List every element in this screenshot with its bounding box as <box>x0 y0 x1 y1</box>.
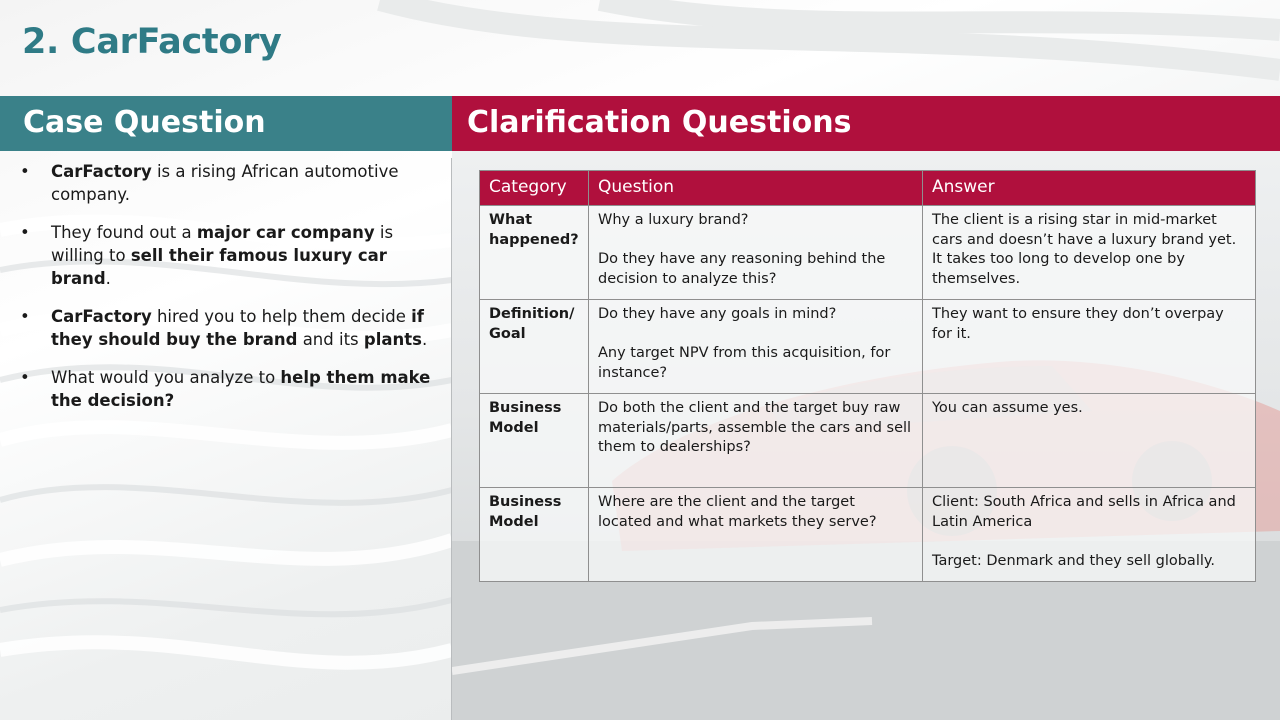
answer-cell: They want to ensure they don’t overpay for it. <box>923 300 1256 394</box>
answer-cell: Client: South Africa and sells in Africa and Latin America Target: Denmark and they sell globally. <box>923 488 1256 582</box>
clarification-questions-header: Clarification Questions <box>452 96 1280 151</box>
answer-cell: You can assume yes. <box>923 394 1256 488</box>
case-bullet-list <box>20 160 440 427</box>
bullet-item: • They found out a major car company is willing to sell their famous luxury car brand. <box>20 221 440 290</box>
answer-cell: The client is a rising star in mid-market cars and doesn’t have a luxury brand yet. It takes too long to develop one by themselves. <box>923 206 1256 300</box>
table-row <box>480 394 1256 488</box>
category-cell: Business Model <box>480 488 589 582</box>
category-cell: Business Model <box>480 394 589 488</box>
table-row <box>480 206 1256 300</box>
question-cell: Do they have any goals in mind? Any target NPV from this acquisition, for instance? <box>589 300 923 394</box>
question-cell: Where are the client and the target located and what markets they serve? <box>589 488 923 582</box>
table-row <box>480 488 1256 582</box>
bullet-item: • What would you analyze to help them make the decision? <box>20 366 440 412</box>
table-header-row <box>480 171 1256 206</box>
category-cell: What happened? <box>480 206 589 300</box>
clarification-table <box>479 170 1256 582</box>
column-header-category: Category <box>480 171 589 206</box>
case-question-header: Case Question <box>0 96 452 151</box>
category-cell: Definition/ Goal <box>480 300 589 394</box>
bullet-item: • CarFactory is a rising African automotive company. <box>20 160 440 206</box>
question-cell: Why a luxury brand? Do they have any reasoning behind the decision to analyze this? <box>589 206 923 300</box>
section-divider <box>451 158 452 720</box>
column-header-answer: Answer <box>923 171 1256 206</box>
column-header-question: Question <box>589 171 923 206</box>
question-cell: Do both the client and the target buy raw materials/parts, assemble the cars and sell them to dealerships? <box>589 394 923 488</box>
page-title: 2. CarFactory <box>22 22 282 62</box>
table-row <box>480 300 1256 394</box>
bullet-item: • CarFactory hired you to help them decide if they should buy the brand and its plants. <box>20 305 440 351</box>
